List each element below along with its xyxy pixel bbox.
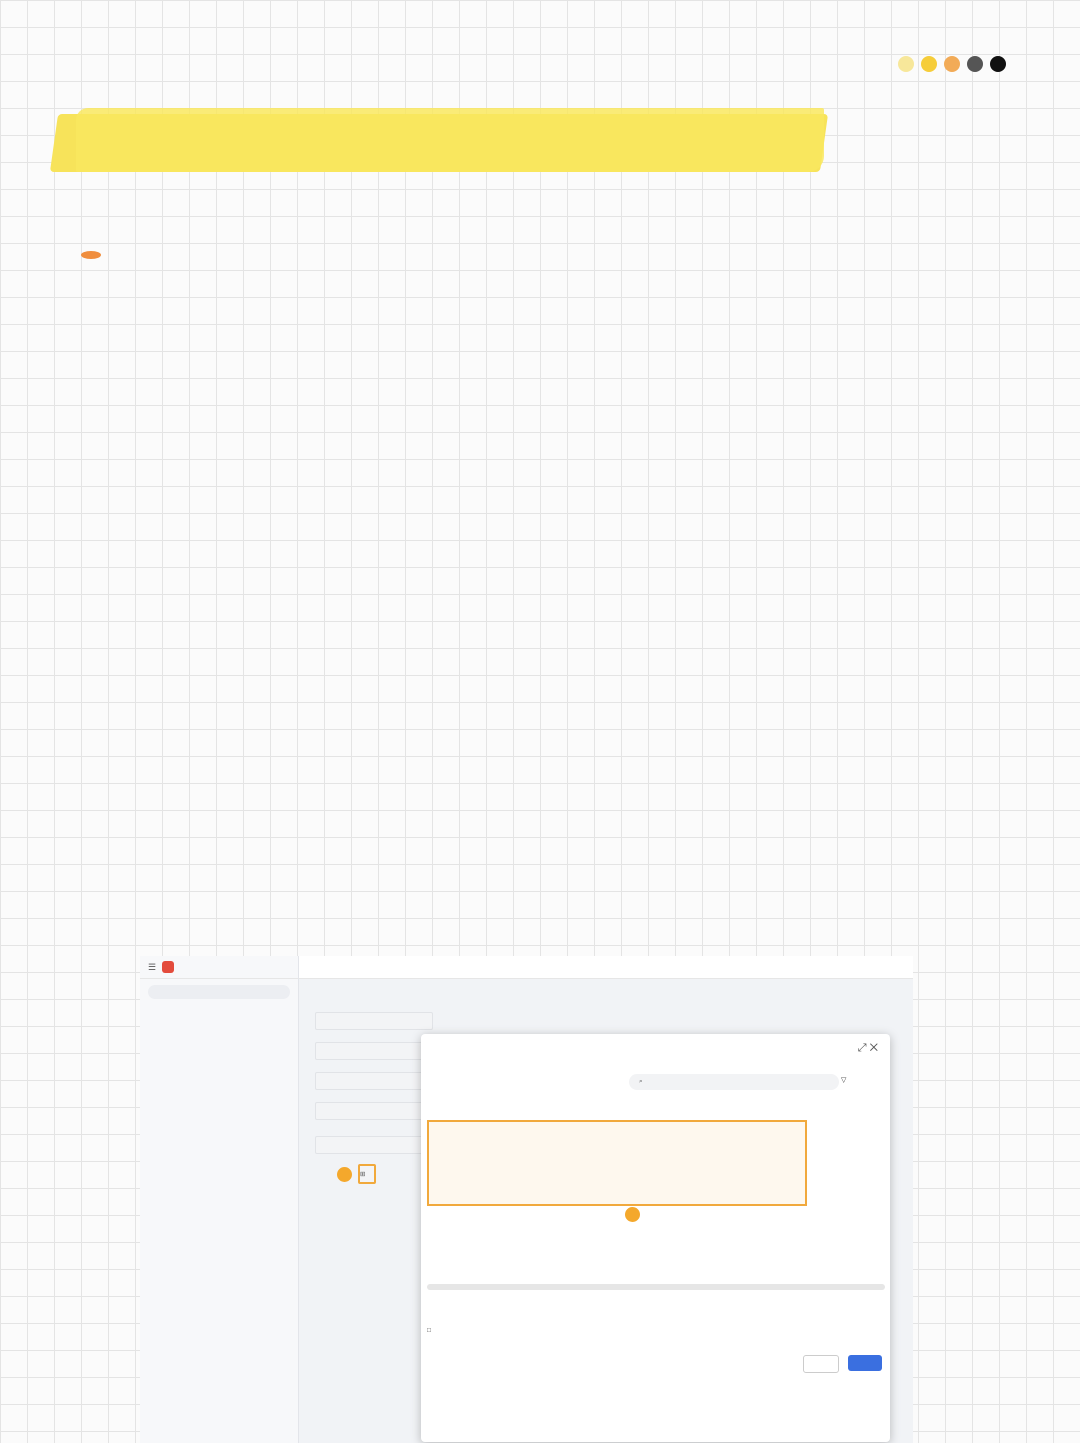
filter-icon: ▽ [841,1077,847,1084]
badge-2 [337,1167,352,1182]
body-text [91,205,991,274]
dot-3 [944,56,960,72]
date-field[interactable] [315,1102,423,1120]
contact-field[interactable] [315,1042,423,1060]
sidebar-header [140,956,298,979]
order-name-field[interactable] [315,1072,423,1090]
dot-4 [967,56,983,72]
product-pick-button[interactable]: ⊞ [358,1164,376,1184]
badge-3 [625,1207,640,1222]
close-icon[interactable]: ⤢ ✕ [857,1042,878,1054]
sidebar [140,956,299,1443]
menu-icon[interactable]: ☰ [148,961,157,972]
dot-5 [990,56,1006,72]
toolbar [299,956,913,979]
title-highlight-2 [76,108,824,172]
modal-footer [427,1327,885,1334]
filter-button[interactable] [841,1076,846,1084]
app-screenshot [140,956,913,1443]
app-logo-icon [162,961,174,973]
title-block [54,98,824,188]
body-line-5 [91,205,991,274]
cancel-button[interactable] [803,1355,839,1373]
pagination-dots [898,56,1006,72]
ok-button[interactable] [848,1355,882,1371]
circled-phrase [81,251,101,259]
selection-highlight [427,1120,807,1206]
modal-search-input[interactable] [629,1074,839,1090]
dot-1 [898,56,914,72]
scrollbar[interactable] [427,1284,885,1290]
select-data-modal [421,1034,890,1442]
search-icon: ⌕ [639,1078,643,1085]
warehouse-field[interactable] [315,1136,423,1154]
select-all-checkbox[interactable]: □ [427,1327,431,1334]
sidebar-search-input[interactable] [148,985,290,999]
supplier-field[interactable] [315,1012,433,1030]
dot-2 [921,56,937,72]
